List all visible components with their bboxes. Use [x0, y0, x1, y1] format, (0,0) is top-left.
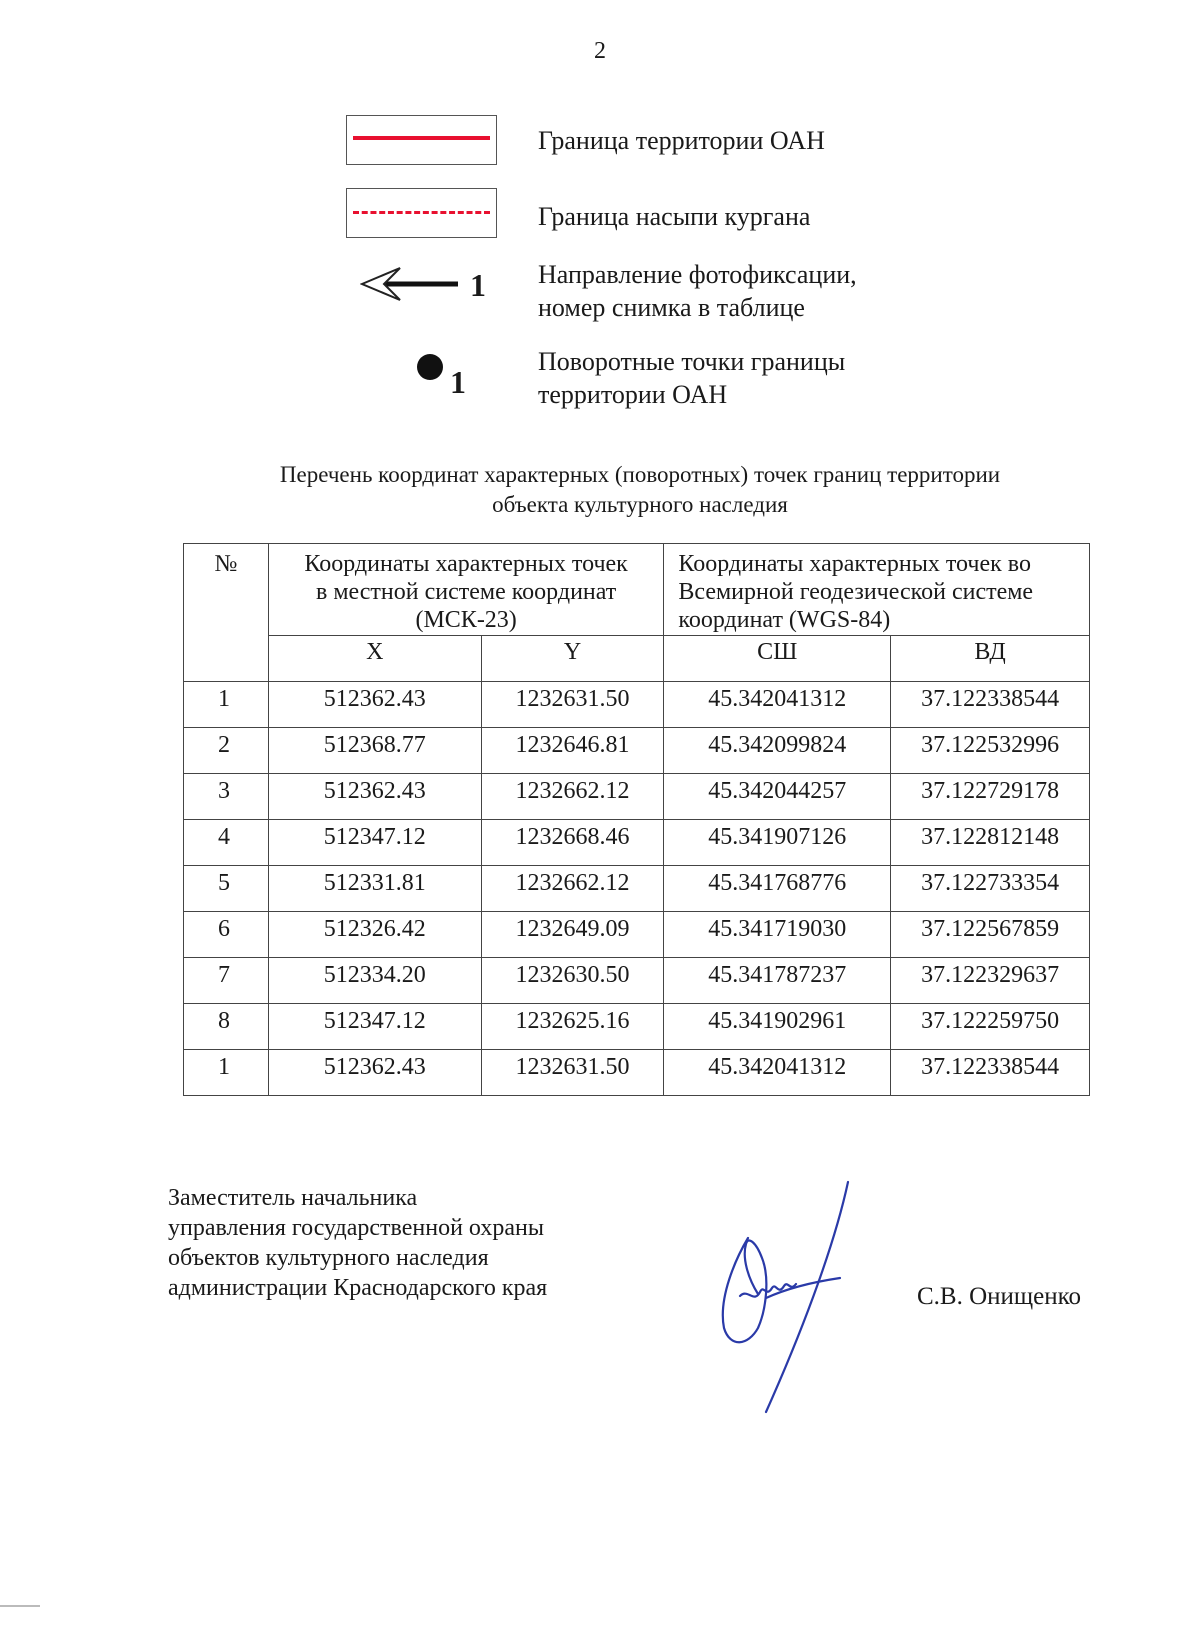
cell-x: 512326.42	[268, 912, 481, 958]
cell-number: 2	[184, 728, 269, 774]
cell-y: 1232631.50	[481, 1050, 664, 1096]
cell-number: 1	[184, 682, 269, 728]
position-line: Заместитель начальника	[168, 1185, 418, 1211]
signer-position	[168, 1183, 547, 1303]
header-local-coords: Координаты характерных точек в местной системе координат (МСК-23)	[268, 544, 664, 636]
legend-label-mound-boundary: Граница насыпи кургана	[538, 202, 811, 231]
header-number: №	[184, 544, 269, 682]
table-row	[184, 1050, 1090, 1096]
page-number: 2	[594, 38, 606, 64]
legend-points-line1: Поворотные точки границы	[538, 347, 846, 376]
cell-lat: 45.342099824	[664, 728, 891, 774]
cell-x: 512368.77	[268, 728, 481, 774]
cell-number: 8	[184, 1004, 269, 1050]
cell-x: 512347.12	[268, 1004, 481, 1050]
cell-lon: 37.122338544	[891, 682, 1090, 728]
scan-edge-mark	[0, 1605, 40, 1607]
cell-lon: 37.122567859	[891, 912, 1090, 958]
legend-points-line2: территории ОАН	[538, 380, 728, 409]
handwritten-signature	[718, 1178, 858, 1418]
cell-lat: 45.342041312	[664, 1050, 891, 1096]
table-row	[184, 1004, 1090, 1050]
cell-y: 1232625.16	[481, 1004, 664, 1050]
cell-lat: 45.342041312	[664, 682, 891, 728]
cell-x: 512334.20	[268, 958, 481, 1004]
cell-lat: 45.341787237	[664, 958, 891, 1004]
list-title-line1: Перечень координат характерных (поворотных) точек границ территории	[279, 462, 1001, 487]
cell-number: 6	[184, 912, 269, 958]
cell-lon: 37.122812148	[891, 820, 1090, 866]
cell-lat: 45.341719030	[664, 912, 891, 958]
cell-number: 5	[184, 866, 269, 912]
table-row	[184, 728, 1090, 774]
cell-lat: 45.342044257	[664, 774, 891, 820]
header-wgs-coords: Координаты характерных точек во Всемирной геодезической системе координат (WGS-84)	[664, 544, 1090, 636]
position-line: администрации Краснодарского края	[168, 1275, 548, 1301]
header-y: Y	[481, 636, 664, 682]
cell-y: 1232631.50	[481, 682, 664, 728]
table-row	[184, 866, 1090, 912]
cell-number: 7	[184, 958, 269, 1004]
legend-label-territory-boundary: Граница территории ОАН	[538, 126, 825, 155]
cell-x: 512362.43	[268, 774, 481, 820]
legend-solid-line-swatch	[346, 115, 497, 165]
cell-lon: 37.122338544	[891, 1050, 1090, 1096]
cell-y: 1232662.12	[481, 774, 664, 820]
cell-lat: 45.341907126	[664, 820, 891, 866]
cell-x: 512347.12	[268, 820, 481, 866]
position-line: объектов культурного наследия	[168, 1245, 489, 1271]
cell-lon: 37.122329637	[891, 958, 1090, 1004]
signer-name: С.В. Онищенко	[917, 1283, 1082, 1310]
list-title-line2: объекта культурного наследия	[492, 492, 788, 517]
cell-lon: 37.122532996	[891, 728, 1090, 774]
header-x: X	[268, 636, 481, 682]
table-row	[184, 912, 1090, 958]
cell-x: 512331.81	[268, 866, 481, 912]
coordinates-table	[183, 543, 1090, 1096]
cell-number: 4	[184, 820, 269, 866]
cell-lat: 45.341902961	[664, 1004, 891, 1050]
dot-icon	[417, 354, 443, 380]
table-row	[184, 958, 1090, 1004]
list-title	[0, 460, 1200, 520]
cell-y: 1232630.50	[481, 958, 664, 1004]
table-row	[184, 682, 1090, 728]
legend-photo-line2: номер снимка в таблице	[538, 293, 805, 322]
cell-x: 512362.43	[268, 682, 481, 728]
header-lat: СШ	[664, 636, 891, 682]
cell-number: 3	[184, 774, 269, 820]
cell-lon: 37.122733354	[891, 866, 1090, 912]
arrow-left-icon	[360, 265, 460, 303]
cell-y: 1232646.81	[481, 728, 664, 774]
legend-label-photo-direction	[538, 258, 857, 324]
cell-lon: 37.122259750	[891, 1004, 1090, 1050]
legend-arrow-marker: 1	[470, 267, 486, 303]
cell-y: 1232662.12	[481, 866, 664, 912]
legend-label-turning-points	[538, 345, 845, 411]
cell-y: 1232649.09	[481, 912, 664, 958]
cell-number: 1	[184, 1050, 269, 1096]
position-line: управления государственной охраны	[168, 1215, 544, 1241]
legend-dot-marker: 1	[450, 364, 466, 400]
legend-photo-line1: Направление фотофиксации,	[538, 260, 857, 289]
cell-lon: 37.122729178	[891, 774, 1090, 820]
header-lon: ВД	[891, 636, 1090, 682]
legend-dashed-line-swatch	[346, 188, 497, 238]
table-row	[184, 820, 1090, 866]
cell-x: 512362.43	[268, 1050, 481, 1096]
cell-y: 1232668.46	[481, 820, 664, 866]
cell-lat: 45.341768776	[664, 866, 891, 912]
table-row	[184, 774, 1090, 820]
